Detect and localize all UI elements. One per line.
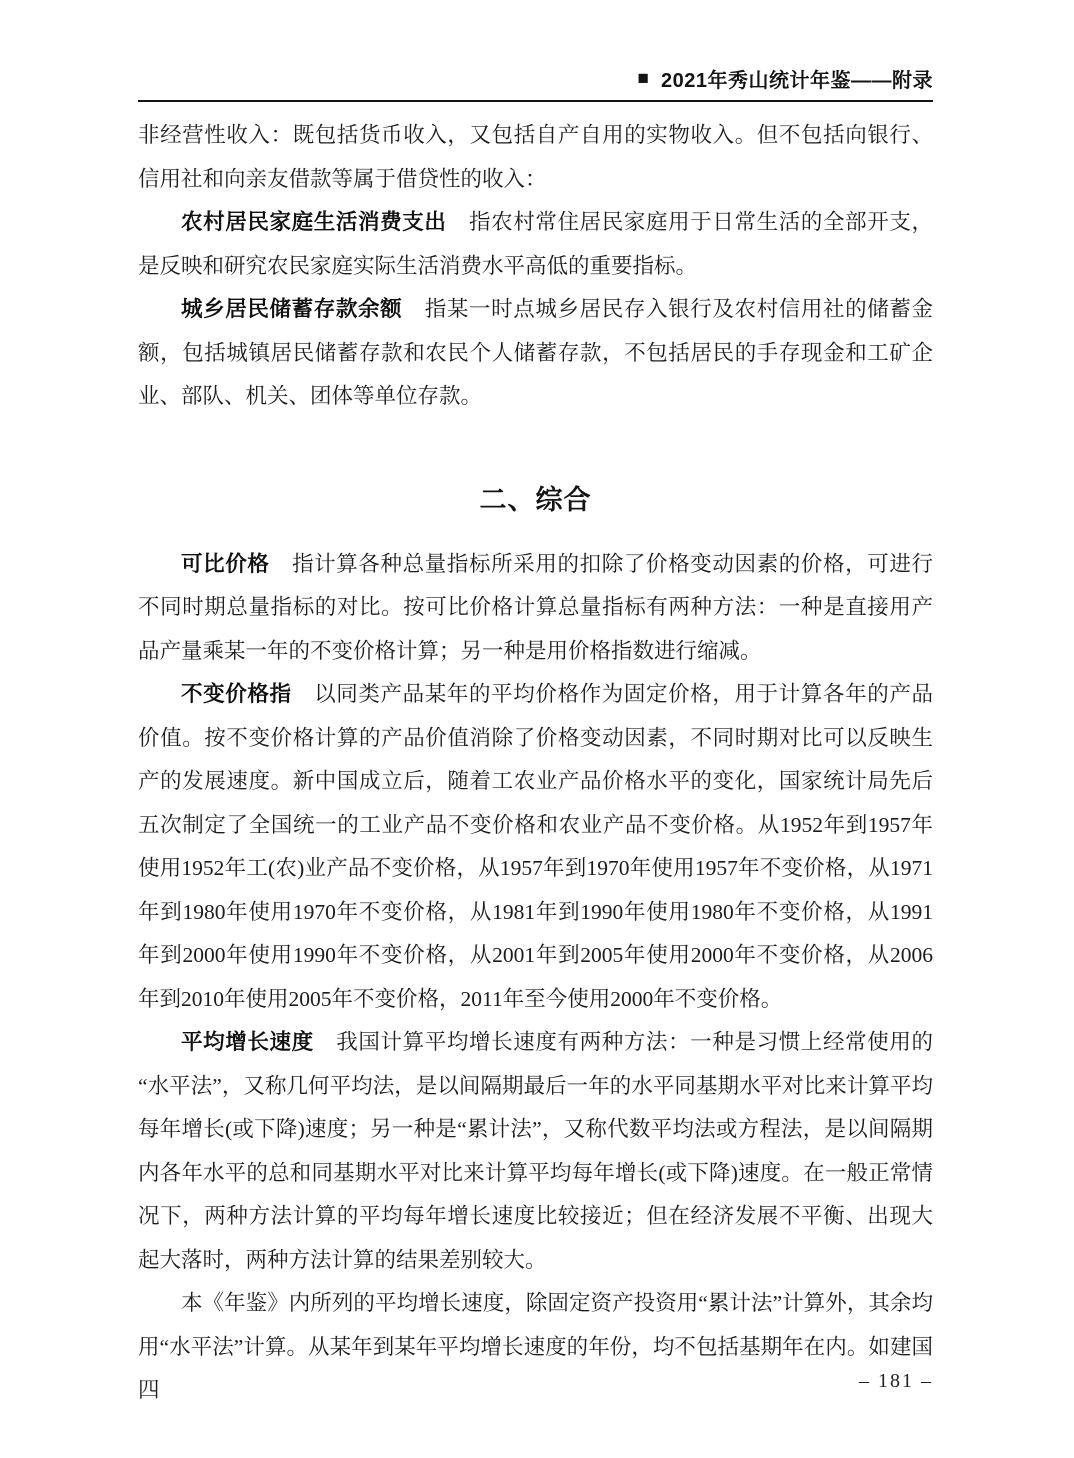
definition-paragraph-average-growth-rate xyxy=(138,1021,933,1282)
page-header xyxy=(138,64,933,93)
definition-text: 指计算各种总量指标所采用的扣除了价格变动因素的价格，可进行不同时期总量指标的对比。按可比价格计算总量指标有两种方法：一种是直接用产品产量乘某一年的不变价格计算；另一种是用价格指数进行缩减。 xyxy=(138,551,933,663)
definition-term: 可比价格 xyxy=(181,551,270,576)
header-divider xyxy=(138,100,933,102)
definition-paragraph-constant-price xyxy=(138,673,933,1021)
definition-text: 以同类产品某年的平均价格作为固定价格，用于计算各年的产品价值。按不变价格计算的产品价值消除了价格变动因素，不同时期对比可以反映生产的发展速度。新中国成立后，随着工农业产品价格水平的变化，国家统计局先后五次制定了全国统一的工业产品不变价格和农业产品不变价格。从1952年到1957年使用1952年工(农)业产品不变价格，从1957年到1970年使用1957年不变价格，从1971年到1980年使用1970年不变价格，从1981年到1990年使用1980年不变价格，从1991年到2000年使用1990年不变价格，从2001年到2005年使用2000年不变价格，从2006年到2010年使用2005年不变价格，2011年至今使用2000年不变价格。 xyxy=(138,682,933,1011)
paragraph-text: 非经营性收入：既包括货币收入，又包括自产自用的实物收入。但不包括向银行、信用社和向亲友借款等属于借贷性的收入： xyxy=(138,123,933,191)
definition-text: 我国计算平均增长速度有两种方法：一种是习惯上经常使用的“水平法”，又称几何平均法，是以间隔期最后一年的水平同基期水平对比来计算平均每年增长(或下降)速度；另一种是“累计法”，又称代数平均法或方程法，是以间隔期内各年水平的总和同基期水平对比来计算平均每年增长(或下降)速度。在一般正常情况下，两种方法计算的平均每年增长速度比较接近；但在经济发展不平衡、出现大起大落时，两种方法计算的结果差别较大。 xyxy=(138,1030,933,1272)
page-footer xyxy=(859,1370,933,1393)
definition-term: 平均增长速度 xyxy=(181,1030,314,1054)
paragraph-continuation xyxy=(138,114,933,201)
document-body xyxy=(138,114,933,1413)
paragraph-text: 本《年鉴》内所列的平均增长速度，除固定资产投资用“累计法”计算外，其余均用“水平法”计算。从某年到某年平均增长速度的年份，均不包括基期年在内。如建国四 xyxy=(138,1291,933,1402)
definition-paragraph-comparable-price xyxy=(138,543,933,674)
page-number: – 181 – xyxy=(859,1370,933,1392)
header-title: 2021年秀山统计年鉴——附录 xyxy=(661,70,933,92)
paragraph-yearbook-note xyxy=(138,1282,933,1413)
definition-paragraph-rural-consumption xyxy=(138,201,933,288)
header-square-icon: ■ xyxy=(637,68,649,89)
definition-term: 城乡居民储蓄存款余额 xyxy=(181,297,403,321)
definition-text: 指农村常住居民家庭用于日常生活的全部开支，是反映和研究农民家庭实际生活消费水平高低的重要指标。 xyxy=(138,210,933,278)
definition-term: 农村居民家庭生活消费支出 xyxy=(181,210,447,234)
definition-term: 不变价格指 xyxy=(181,682,292,706)
section-heading: 二、综合 xyxy=(479,484,592,515)
definition-text: 指某一时点城乡居民存入银行及农村信用社的储蓄金额，包括城镇居民储蓄存款和农民个人储蓄存款，不包括居民的手存现金和工矿企业、部队、机关、团体等单位存款。 xyxy=(138,297,933,408)
definition-paragraph-savings-balance xyxy=(138,288,933,419)
